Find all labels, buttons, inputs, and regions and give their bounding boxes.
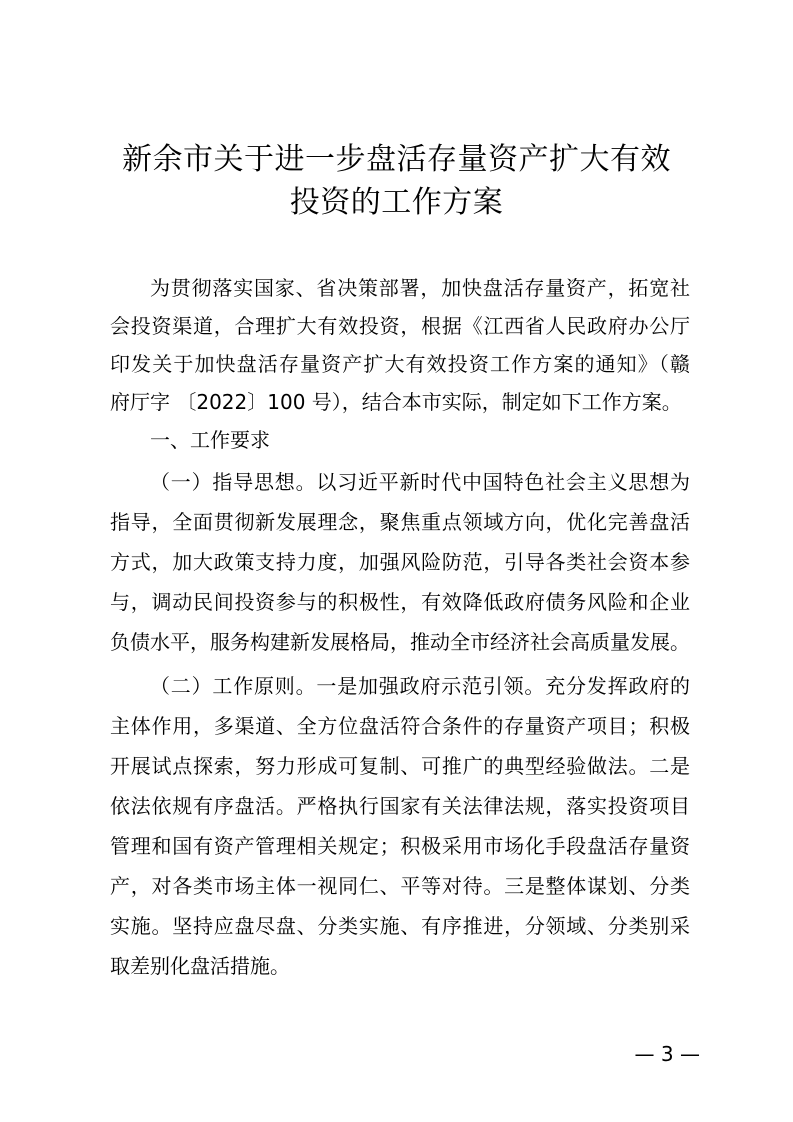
body-line: 府厅字 〔2022〕100 号），结合本市实际，制定如下工作方案。 [110, 390, 682, 414]
body-line: 开展试点探索，努力形成可复制、可推广的典型经验做法。二是 [110, 754, 690, 778]
body-line: （二）工作原则。一是加强政府示范引领。充分发挥政府的 [150, 674, 690, 698]
body-line: 与，调动民间投资参与的积极性，有效降低政府债务风险和企业 [110, 590, 690, 614]
body-line: 为贯彻落实国家、省决策部署，加快盘活存量资产，拓宽社 [150, 276, 690, 300]
body-line: （一）指导思想。以习近平新时代中国特色社会主义思想为 [150, 470, 690, 494]
body-line: 依法依规有序盘活。严格执行国家有关法律法规，落实投资项目 [110, 794, 690, 818]
page-number: — 3 — [634, 1042, 700, 1066]
body-line: 方式，加大政策支持力度，加强风险防范，引导各类社会资本参 [110, 550, 690, 574]
body-line: 会投资渠道，合理扩大有效投资，根据《江西省人民政府办公厅 [110, 314, 690, 338]
body-line: 负债水平，服务构建新发展格局，推动全市经济社会高质量发展。 [110, 630, 690, 654]
document-title-line-1: 新余市关于进一步盘活存量资产扩大有效 [122, 142, 671, 177]
body-line: 产，对各类市场主体一视同仁、平等对待。三是整体谋划、分类 [110, 874, 690, 898]
body-line: 指导，全面贯彻新发展理念，聚焦重点领域方向，优化完善盘活 [110, 510, 690, 534]
body-line: 印发关于加快盘活存量资产扩大有效投资工作方案的通知》（赣 [110, 352, 690, 376]
section-heading: 一、工作要求 [150, 428, 270, 452]
body-line: 管理和国有资产管理相关规定；积极采用市场化手段盘活存量资 [110, 834, 690, 858]
body-line: 取差别化盘活措施。 [110, 954, 290, 978]
body-line: 主体作用，多渠道、全方位盘活符合条件的存量资产项目；积极 [110, 714, 690, 738]
document-title-line-2: 投资的工作方案 [289, 185, 504, 220]
body-line: 实施。坚持应盘尽盘、分类实施、有序推进，分领域、分类别采 [110, 914, 690, 938]
